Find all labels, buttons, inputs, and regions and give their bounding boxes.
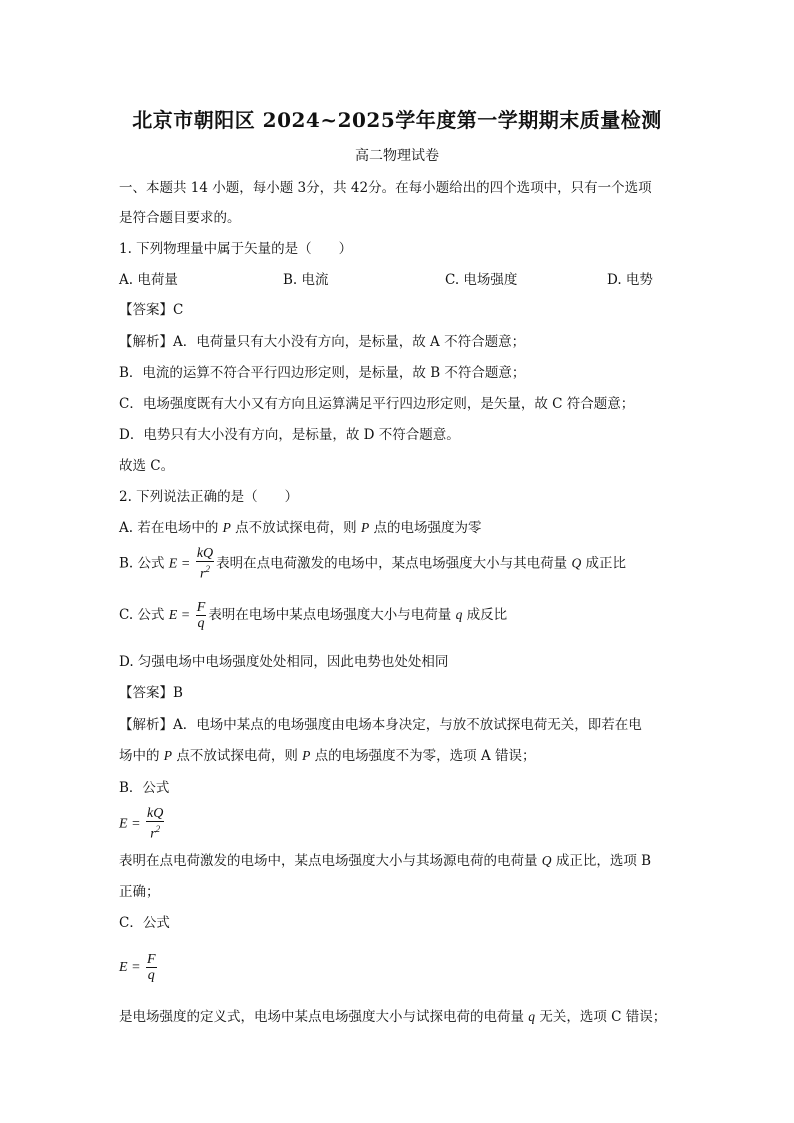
formula-fraction bbox=[196, 600, 207, 631]
q1-analysis-line: C．电场强度既有大小又有方向且运算满足平行四边形定则，是矢量，故 C 符合题意； bbox=[119, 396, 635, 412]
q1-analysis-line: D．电势只有大小没有方向，是标量，故 D 不符合题意。 bbox=[119, 427, 460, 443]
q2-stem: 2. 下列说法正确的是（ ） bbox=[119, 489, 299, 505]
fraction-denominator: q bbox=[147, 968, 155, 983]
q2-analysis-line bbox=[119, 851, 651, 871]
q2-option-a bbox=[119, 518, 482, 538]
q2-analysis-b-label: B．公式 bbox=[119, 780, 170, 796]
q2-option-c-text: C. 公式 bbox=[119, 607, 169, 623]
equals-sign: = bbox=[177, 556, 194, 572]
q2-analysis-text: 点的电场强度不为零，选项 A 错误； bbox=[310, 748, 536, 764]
q2-analysis-text: 无关，选项 C 错误； bbox=[535, 1009, 667, 1025]
var-q-upper: Q bbox=[541, 853, 552, 868]
formula-lhs: E bbox=[168, 556, 178, 572]
q2-analysis-text: 场中的 bbox=[119, 748, 164, 764]
q2-analysis-c-label: C．公式 bbox=[119, 915, 170, 931]
q1-answer: 【答案】C bbox=[119, 302, 184, 318]
formula-fraction bbox=[196, 546, 214, 582]
q2-analysis-b-formula bbox=[119, 806, 166, 842]
page-title: 北京市朝阳区 2024~2025学年度第一学期期末质量检测 bbox=[132, 108, 662, 132]
formula-fraction bbox=[146, 806, 164, 842]
q1-stem: 1. 下列物理量中属于矢量的是（ ） bbox=[119, 241, 353, 257]
fraction-numerator: F bbox=[196, 600, 206, 615]
fraction-denominator bbox=[146, 822, 164, 842]
q1-conclusion: 故选 C。 bbox=[119, 458, 175, 474]
q1-option-b: B. 电流 bbox=[283, 272, 329, 288]
q2-option-a-text: A. 若在电场中的 bbox=[119, 520, 223, 536]
fraction-exponent: 2 bbox=[205, 564, 210, 574]
fraction-base: r bbox=[150, 826, 156, 842]
section-instruction-line-1: 一、本题共 14 小题，每小题 3分，共 42分。在每小题给出的四个选项中，只有一个选项 bbox=[119, 180, 652, 196]
fraction-base: r bbox=[200, 566, 206, 582]
fraction-exponent: 2 bbox=[155, 824, 161, 834]
equals-sign: = bbox=[177, 608, 194, 623]
q2-answer: 【答案】B bbox=[119, 685, 183, 701]
formula-lhs: E bbox=[168, 608, 178, 623]
var-p: P bbox=[302, 748, 311, 763]
q2-analysis-text: 是电场强度的定义式，电场中某点电场强度大小与试探电荷的电荷量 bbox=[119, 1009, 529, 1025]
q2-option-c bbox=[119, 598, 507, 633]
q2-option-d: D. 匀强电场中电场强度处处相同，因此电势也处处相同 bbox=[119, 654, 449, 670]
q2-analysis-c-formula bbox=[119, 950, 159, 985]
q2-analysis-line: 【解析】A．电场中某点的电场强度由电场本身决定，与放不放试探电荷无关，即若在电 bbox=[119, 717, 642, 733]
q2-option-b bbox=[119, 546, 626, 582]
var-p: P bbox=[360, 520, 370, 535]
q2-analysis-line: 正确； bbox=[119, 884, 160, 900]
fraction-denominator: q bbox=[197, 616, 205, 631]
formula-lhs: E bbox=[119, 816, 128, 832]
q2-option-b-text: 成正比 bbox=[581, 555, 626, 572]
var-q-lower: q bbox=[528, 1009, 536, 1024]
q2-option-a-text: 点不放试探电荷，则 bbox=[230, 520, 361, 536]
fraction-numerator: F bbox=[147, 952, 156, 967]
section-instruction-line-2: 是符合题目要求的。 bbox=[119, 210, 241, 226]
q2-option-b-text: B. 公式 bbox=[119, 555, 169, 572]
q1-analysis-line: 【解析】A．电荷量只有大小没有方向，是标量，故 A 不符合题意； bbox=[119, 334, 526, 350]
q2-analysis-text: 成正比，选项 B bbox=[551, 853, 652, 869]
var-p: P bbox=[222, 520, 231, 535]
q2-option-c-text: 成反比 bbox=[462, 607, 508, 623]
q2-analysis-text: 点不放试探电荷，则 bbox=[172, 748, 303, 764]
formula-fraction bbox=[146, 952, 157, 983]
q2-analysis-text: 表明在点电荷激发的电场中，某点电场强度大小与其场源电荷的电荷量 bbox=[119, 853, 542, 869]
q1-option-a: A. 电荷量 bbox=[119, 272, 178, 288]
q2-analysis-line bbox=[119, 746, 536, 766]
equals-sign: = bbox=[127, 960, 145, 975]
formula-lhs: E bbox=[119, 960, 128, 975]
fraction-numerator: kQ bbox=[147, 806, 164, 821]
q1-option-c: C. 电场强度 bbox=[445, 272, 518, 288]
q2-analysis-line bbox=[119, 1007, 666, 1027]
var-p: P bbox=[163, 748, 173, 763]
q2-option-c-text: 表明在电场中某点电场强度大小与电荷量 bbox=[208, 607, 456, 623]
q2-option-b-text: 表明在点电荷激发的电场中，某点电场强度大小与其电荷量 bbox=[216, 555, 572, 572]
equals-sign: = bbox=[127, 816, 145, 832]
q2-option-a-text: 点的电场强度为零 bbox=[369, 520, 482, 536]
q1-option-d: D. 电势 bbox=[607, 272, 653, 288]
page-subtitle: 高二物理试卷 bbox=[355, 148, 439, 164]
var-q-upper: Q bbox=[571, 555, 582, 571]
fraction-denominator bbox=[196, 562, 214, 582]
fraction-numerator: kQ bbox=[196, 546, 214, 561]
q1-analysis-line: B．电流的运算不符合平行四边形定则，是标量，故 B 不符合题意； bbox=[119, 365, 526, 381]
var-q-lower: q bbox=[455, 607, 463, 622]
